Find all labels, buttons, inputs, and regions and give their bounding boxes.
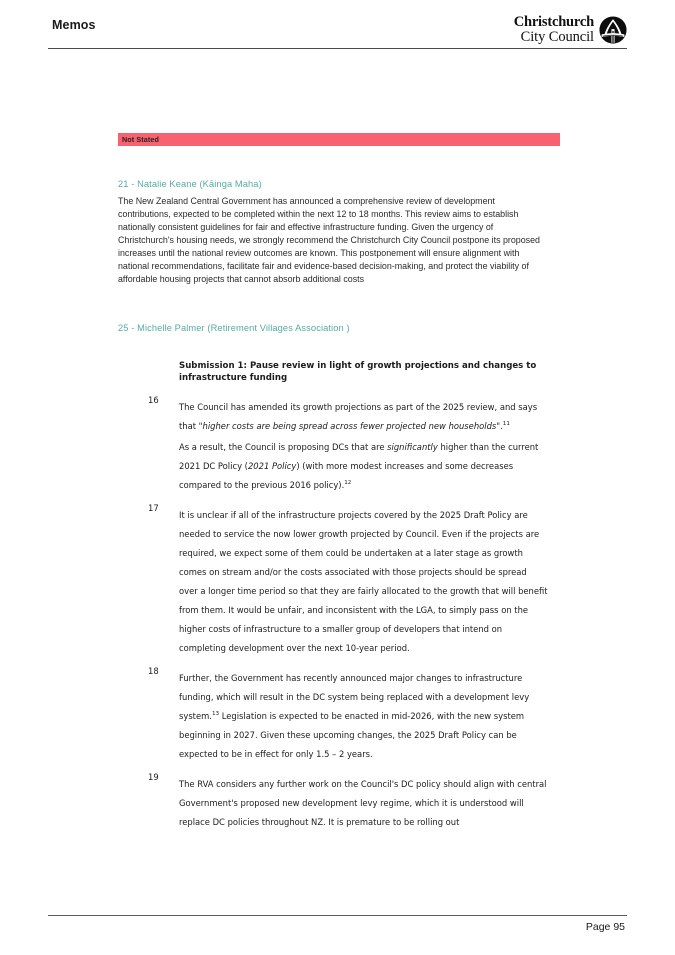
page-header — [48, 14, 627, 50]
submitter-heading-21: 21 - Natalie Keane (Kāinga Maha) — [118, 179, 262, 189]
numbered-paragraph — [148, 435, 548, 492]
paragraph-number: 19 — [148, 772, 159, 783]
paragraph-number: 17 — [148, 503, 159, 514]
paragraph-text — [179, 779, 547, 827]
footnote-marker: 11 — [502, 421, 510, 428]
christchurch-city-council-emblem-icon — [599, 16, 627, 44]
numbered-paragraph — [148, 503, 548, 655]
numbered-paragraph-list — [148, 395, 560, 829]
logo-line-1: Christchurch — [513, 14, 594, 30]
status-badge-label: Not Stated — [122, 135, 159, 144]
text-run: The RVA considers any further work on the Council's DC policy should align with central Government's proposed new development levy regime, which it is understood will replace DC policies throughout NZ. It is premature to be rolling out — [179, 779, 547, 828]
numbered-paragraph — [148, 395, 548, 433]
logo-line-2: City Council — [520, 29, 594, 46]
council-logo — [514, 15, 627, 45]
footnote-marker: 12 — [344, 480, 352, 487]
text-run: Further, the Government has recently announced major changes to infrastructure funding, which will result in the DC system being replaced with a development levy system. — [179, 673, 530, 722]
header-divider — [48, 48, 627, 49]
footnote-marker: 13 — [211, 711, 220, 718]
submission-body-21: The New Zealand Central Government has announced a comprehensive review of development contributions, expected to be completed within the next 12 to 18 months. This review aims to establish nationally consistent guidelines for fair and effective infrastructure funding. Given the urgency of Christchurch's housing needs, we strongly recommend the Christchurch City Council postpone its proposed increases until the national review outcomes are known. This postponement will ensure alignment with national recommendations, facilitate fair and evidence-based decision-making, and protect the viability of affordable housing projects that cannot absorb additional costs — [118, 196, 540, 284]
emphasised-text: significantly — [387, 442, 438, 453]
paragraph-number: 16 — [148, 395, 159, 406]
numbered-paragraph — [148, 666, 548, 761]
text-run: It is unclear if all of the infrastructure projects covered by the 2025 Draft Policy are needed to service the now lower growth projected by Council. Even if the projects are required, we expect some of them could be undertaken at a later stage as growth comes on stream and/or the costs associated with those projects should be spread over a longer time period so that they are fairly allocated to the growth that will benefit from them. It would be unfair, and inconsistent with the LGA, to simply pass on the higher costs of infrastructure to a smaller group of developers that intend on completing development over the next 10-year period. — [179, 510, 548, 654]
status-badge — [118, 133, 560, 146]
emphasised-text: higher costs are being spread across fewer projected new households — [202, 421, 497, 432]
page-number: Page 95 — [585, 921, 625, 933]
submission-subtitle: Submission 1: Pause review in light of growth projections and changes to infrastructure funding — [179, 361, 537, 383]
text-run: Legislation is expected to be enacted in mid-2026, with the new system beginning in 2027. Given these upcoming changes, the 2025 Draft Policy can be expected to be in effect for only 1.5 – 2 years. — [179, 711, 525, 760]
document-body — [118, 133, 560, 829]
text-run: The Council has amended its growth projections as part of the 2025 review, and says that " — [179, 402, 538, 432]
numbered-paragraph — [148, 772, 548, 829]
text-run: higher than the current 2021 DC Policy ( — [179, 442, 539, 472]
emphasised-text: 2021 Policy — [247, 461, 297, 472]
paragraph-number: 18 — [148, 666, 159, 677]
text-run: ) (with more modest increases and some decreases compared to the previous 2016 policy). — [179, 461, 514, 491]
page-footer — [48, 915, 627, 933]
paragraph-text — [179, 673, 529, 759]
paragraph-text — [179, 402, 537, 431]
paragraph-text — [179, 442, 538, 490]
text-run: As a result, the Council is proposing DCs that are — [179, 442, 388, 453]
text-run: ". — [496, 421, 503, 432]
paragraph-text — [179, 510, 548, 653]
submitter-heading-25: 25 - Michelle Palmer (Retirement Villages Association ) — [118, 323, 350, 333]
page-title: Memos — [52, 18, 96, 32]
submission-25-block — [118, 361, 560, 829]
logo-wordmark — [514, 15, 594, 45]
